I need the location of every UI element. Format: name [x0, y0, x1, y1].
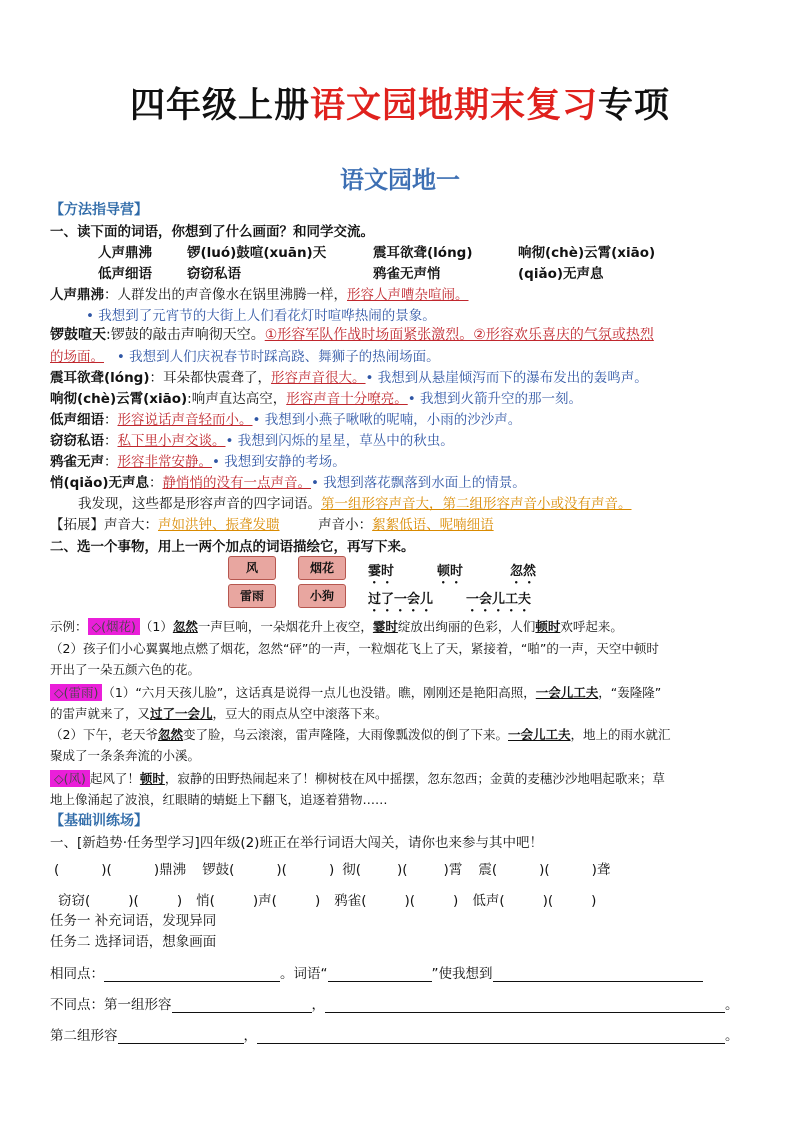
dot-word-1: 霎时	[368, 564, 395, 579]
discovery: 我发现，这些都是形容声音的四字词语。第一组形容声音大，第二组形容声音小或没有声音。	[78, 496, 632, 512]
dot-word-3: 忽然	[510, 564, 537, 579]
tag-feng: 风	[228, 556, 276, 580]
diff-points-row: 不同点：第一组形容 ， 。	[50, 997, 739, 1013]
word-blank[interactable]	[328, 965, 432, 982]
same-points-blank[interactable]	[104, 965, 280, 982]
page-title	[0, 78, 800, 128]
same-points-row: 相同点： 。词语“ ”使我想到	[50, 962, 703, 982]
section-subtitle: 语文园地一	[340, 165, 460, 194]
example-2b: （2）下午，老天爷忽然变了脸，乌云滚滚，雷声隆隆，大雨像瓢泼似的倒了下来。一会儿工夫，地上的雨水就汇	[50, 727, 671, 742]
entry-4: 响彻(chè)云霄(xiāo):响声直达高空，形容声音十分嘹亮。• 我想到火箭升空的那一刻。	[50, 391, 582, 407]
tag-yanhua: 烟花	[298, 556, 346, 580]
second-group-row: 第二组形容 ， 。	[50, 1028, 739, 1044]
entry-5: 低声细语：形容说话声音轻而小。• 我想到小燕子啾啾的呢喃，小雨的沙沙声。	[50, 412, 522, 428]
bullet-1: • 我想到了元宵节的大街上人们看花灯时喧哗热闹的景象。	[86, 308, 436, 324]
training-question-1: 一、[新趋势·任务型学习]四年级(2)班正在举行词语大闯关，请你也来参与其中吧！	[50, 835, 543, 851]
tag-leiyu: 雷雨	[228, 584, 276, 608]
entry-7: 鸦雀无声：形容非常安静。• 我想到安静的考场。	[50, 454, 346, 470]
word-7: 鸦雀无声悄	[373, 266, 441, 282]
diff-first-blank-2[interactable]	[325, 996, 725, 1013]
question-1: 一、读下面的词语，你想到了什么画面？和同学交流。	[50, 224, 374, 240]
word-1: 人声鼎沸	[98, 245, 152, 261]
question-2: 二、选一个事物，用上一两个加点的词语描绘它，再写下来。	[50, 539, 415, 555]
example-3-line2: 地上像涌起了波浪，红眼睛的蜻蜓上下翻飞，追逐着猎物……	[50, 792, 388, 807]
meaning-1: 形容人声嘈杂喧闹。	[347, 287, 469, 303]
example-2a-line2: 的雷声就来了，又过了一会儿，豆大的雨点从空中滚落下来。	[50, 706, 388, 721]
second-group-blank[interactable]	[118, 1027, 244, 1044]
entry-2: 锣鼓喧天:锣鼓的敲击声响彻天空。①形容军队作战时场面紧张激烈。②形容欢乐喜庆的气氛或热烈	[50, 327, 654, 343]
word-4: 响彻(chè)云霄(xiāo)	[518, 245, 656, 261]
example-box-leiyu: ◇(雷雨)	[50, 684, 102, 701]
word-2: 锣(luó)鼓喧(xuān)天	[187, 245, 327, 261]
dot-word-5: 一会儿工夫	[466, 592, 532, 607]
diff-first-blank[interactable]	[172, 996, 312, 1013]
task-1: 任务一 补充词语，发现异同	[50, 913, 217, 929]
fill-row-1: ( )( )鼎沸 锣鼓( )( ) 彻( )( )霄 震( )( )聋	[54, 862, 611, 878]
word-6: 窃窃私语	[187, 266, 241, 282]
task-2: 任务二 选择词语，想象画面	[50, 934, 217, 950]
second-group-blank-2[interactable]	[257, 1027, 725, 1044]
example-box-yanhua: ◇(烟花)	[88, 618, 140, 635]
fill-row-2: 窃窃( )( ) 悄( )声( ) 鸦雀( )( ) 低声( )( )	[58, 893, 597, 909]
entry-1: 人声鼎沸：人群发出的声音像水在锅里沸腾一样，形容人声嘈杂喧闹。	[50, 287, 469, 303]
training-header: 【基础训练场】	[50, 813, 148, 829]
entry-3: 震耳欲聋(lóng)：耳朵都快震聋了，形容声音很大。• 我想到从悬崖倾泻而下的瀑布发出的轰鸣声。	[50, 370, 648, 386]
entry-6: 窃窃私语：私下里小声交谈。• 我想到闪烁的星星，草丛中的秋虫。	[50, 433, 454, 449]
meaning-2: ①形容军队作战时场面紧张激烈。②形容欢乐喜庆的气氛或热烈	[264, 327, 654, 343]
imagine-blank[interactable]	[493, 965, 703, 982]
dot-word-2: 顿时	[437, 564, 464, 579]
title-part3: 专项	[598, 86, 671, 126]
example-3: ◇(风) 起风了！顿时，寂静的田野热闹起来了！柳树枝在风中摇摆，忽东忽西；金黄的麦穗沙沙地唱起歌来；草	[50, 769, 665, 787]
expand: 【拓展】声音大：声如洪钟、振聋发聩 声音小：絮絮低语、呢喃细语	[50, 517, 494, 533]
dot-word-4: 过了一会儿	[368, 592, 434, 607]
entry-8: 悄(qiǎo)无声息：静悄悄的没有一点声音。• 我想到落花飘落到水面上的情景。	[50, 475, 526, 491]
title-part2: 语文园地期末复习	[309, 86, 598, 126]
example-2a: ◇(雷雨) （1）“六月天孩儿脸”，这话真是说得一点儿也没错。瞧，刚刚还是艳阳高照，一会儿工夫，“轰隆隆”	[50, 683, 661, 701]
example-1b-line2: 开出了一朵五颜六色的花。	[50, 662, 201, 677]
method-header: 【方法指导营】	[50, 202, 148, 218]
example-1a: 示例： ◇(烟花) （1）忽然一声巨响，一朵烟花升上夜空，霎时绽放出绚丽的色彩，人们顿时欢呼起来。	[50, 619, 623, 634]
word-8: (qiǎo)无声息	[518, 266, 604, 282]
example-1b-line1: （2）孩子们小心翼翼地点燃了烟花，忽然“砰”的一声，一粒烟花飞上了天，紧接着，“啪”的一声，天空中顿时	[50, 641, 659, 656]
word-5: 低声细语	[98, 266, 152, 282]
title-part1: 四年级上册	[129, 86, 310, 126]
entry-2-cont: 的场面。 • 我想到人们庆祝春节时踩高跷、舞狮子的热闹场面。	[50, 349, 440, 365]
example-2b-line2: 聚成了一条条奔流的小溪。	[50, 748, 201, 763]
word-3: 震耳欲聋(lóng)	[373, 245, 473, 261]
example-box-feng: ◇(风)	[50, 770, 90, 787]
tag-xiaogou: 小狗	[298, 584, 346, 608]
